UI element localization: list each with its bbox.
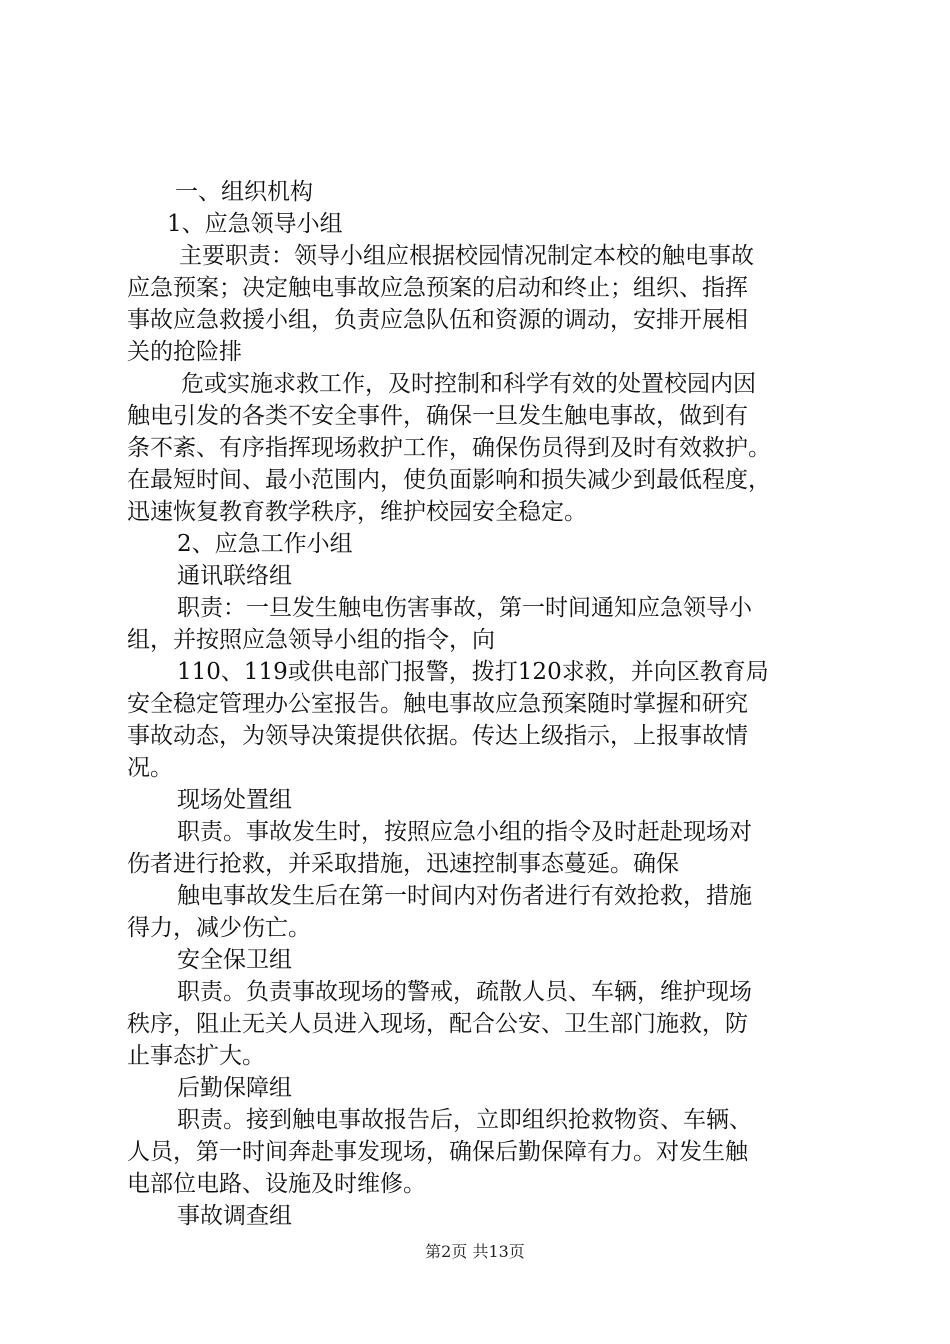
- text-line: 况。: [127, 755, 173, 781]
- text-line: 安全稳定管理办公室报告。触电事故应急预案随时掌握和研究: [127, 691, 748, 717]
- text-line: 2、应急工作小组: [177, 531, 353, 557]
- text-line: 110、119或供电部门报警，拨打120求救，并向区教育局: [177, 659, 769, 685]
- text-line: 条不紊、有序指挥现场救护工作，确保伤员得到及时有效救护。: [127, 435, 771, 461]
- text-line: 事故应急救援小组，负责应急队伍和资源的调动，安排开展相: [127, 307, 748, 333]
- text-line: 职责。负责事故现场的警戒，疏散人员、车辆，维护现场: [177, 979, 752, 1005]
- text-line: 在最短时间、最小范围内，使负面影响和损失减少到最低程度，: [127, 467, 771, 493]
- text-line: 危或实施求救工作，及时控制和科学有效的处置校园内因: [181, 371, 756, 397]
- text-line: 迅速恢复教育教学秩序，维护校园安全稳定。: [127, 499, 587, 525]
- text-line: 主要职责：领导小组应根据校园情况制定本校的触电事故: [179, 243, 754, 269]
- text-line: 后勤保障组: [177, 1075, 292, 1101]
- text-line: 关的抢险排: [127, 339, 242, 365]
- text-line: 得力，减少伤亡。: [127, 915, 311, 941]
- text-line: 1、应急领导小组: [167, 211, 343, 237]
- text-line: 现场处置组: [177, 787, 292, 813]
- text-line: 伤者进行抢救，并采取措施，迅速控制事态蔓延。确保: [127, 851, 679, 877]
- text-line: 安全保卫组: [177, 947, 292, 973]
- text-line: 事故调查组: [177, 1203, 292, 1229]
- text-line: 止事态扩大。: [127, 1043, 265, 1069]
- text-line: 电部位电路、设施及时维修。: [127, 1171, 426, 1197]
- document-body: [127, 176, 837, 1232]
- page-footer: 第2页 共13页: [425, 1242, 525, 1261]
- text-line: 秩序，阻止无关人员进入现场，配合公安、卫生部门施救，防: [127, 1011, 748, 1037]
- text-line: 触电事故发生后在第一时间内对伤者进行有效抢救，措施: [177, 883, 752, 909]
- text-line: 触电引发的各类不安全事件，确保一旦发生触电事故，做到有: [127, 403, 748, 429]
- text-line: 职责。事故发生时，按照应急小组的指令及时赶赴现场对: [177, 819, 752, 845]
- text-line: 组，并按照应急领导小组的指令，向: [127, 627, 495, 653]
- text-line: 职责：一旦发生触电伤害事故，第一时间通知应急领导小: [177, 595, 752, 621]
- text-line: 事故动态，为领导决策提供依据。传达上级指示，上报事故情: [127, 723, 748, 749]
- text-line: 通讯联络组: [177, 563, 292, 589]
- text-line: 一、组织机构: [175, 179, 313, 205]
- text-line: 人员，第一时间奔赴事发现场，确保后勤保障有力。对发生触: [127, 1139, 748, 1165]
- text-line: 职责。接到触电事故报告后，立即组织抢救物资、车辆、: [177, 1107, 752, 1133]
- text-line: 应急预案；决定触电事故应急预案的启动和终止；组织、指挥: [127, 275, 748, 301]
